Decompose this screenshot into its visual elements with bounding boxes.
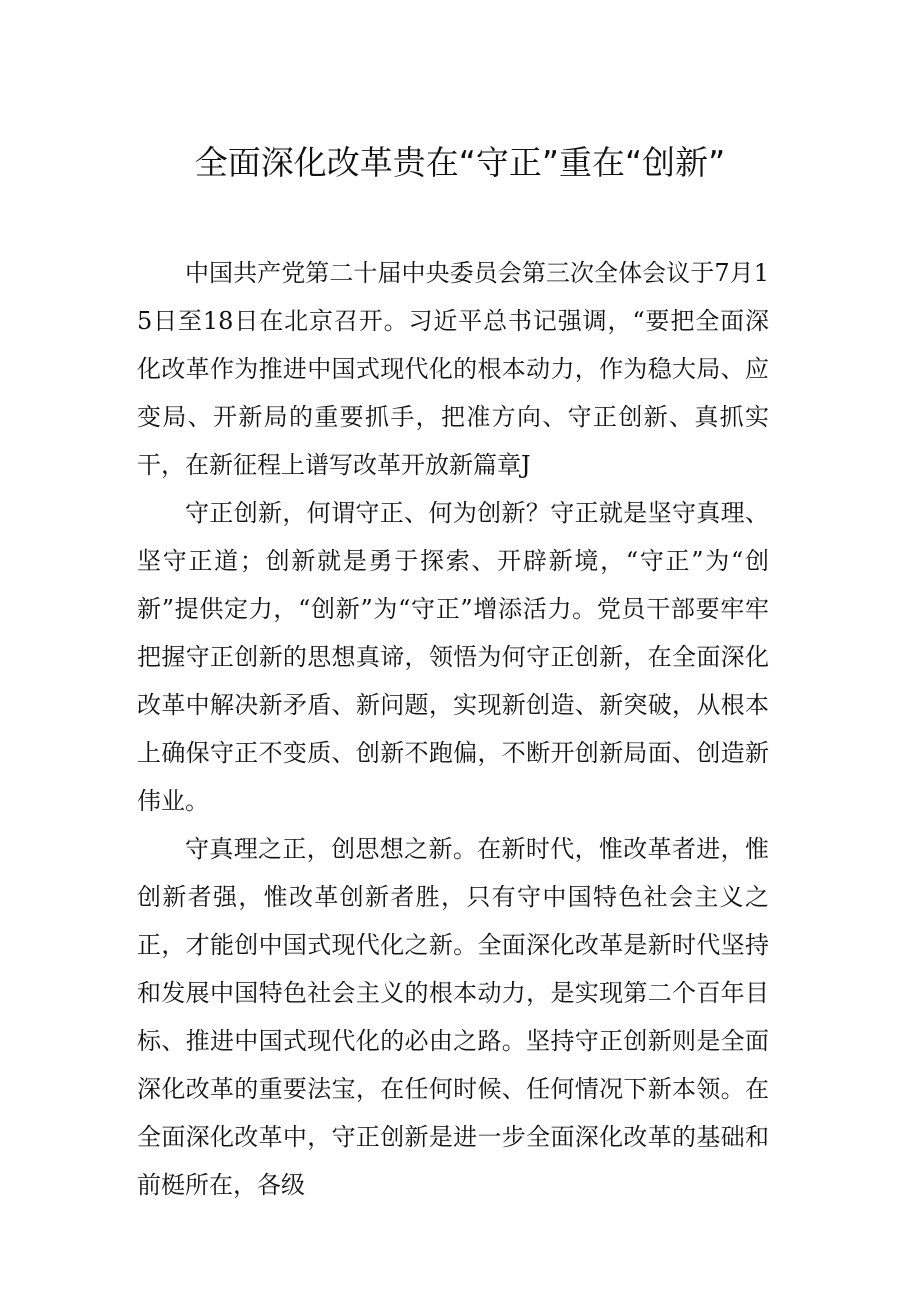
paragraph-3: 守真理之正，创思想之新。在新时代，惟改革者进，惟创新者强，惟改革创新者胜，只有守中国特色社会主义之正，才能创中国式现代化之新。全面深化改革是新时代坚持和发展中国特色社会主义的根本动力，是实现第二个百年目标、推进中国式现代化的必由之路。坚持守正创新则是全面深化改革的重要法宝，在任何时候、任何情况下新本领。在全面深化改革中，守正创新是进一步全面深化改革的基础和前梃所在，各级	[137, 835, 769, 1199]
paragraph-2: 守正创新，何谓守正、何为创新？守正就是坚守真理、坚守正道；创新就是勇于探索、开辟新境，“守正”为“创新”提供定力，“创新”为“守正”增添活力。党员干部要牢牢把握守正创新的思想真谛，领悟为何守正创新，在全面深化改革中解决新矛盾、新问题，实现新创造、新突破，从根本上确保守正不变质、创新不跑偏，不断开创新局面、创造新伟业。	[137, 499, 769, 815]
paragraph-1: 中国共产党第二十届中央委员会第三次全体会议于7月15日至18日在北京召开。习近平总书记强调，“要把全面深化改革作为推进中国式现代化的根本动力，作为稳大局、应变局、开新局的重要抓手，把准方向、守正创新、真抓实干，在新征程上谱写改革开放新篇章J	[137, 259, 769, 479]
document-body	[137, 249, 769, 1209]
document-title: 全面深化改革贵在“守正”重在“创新”	[194, 143, 726, 182]
